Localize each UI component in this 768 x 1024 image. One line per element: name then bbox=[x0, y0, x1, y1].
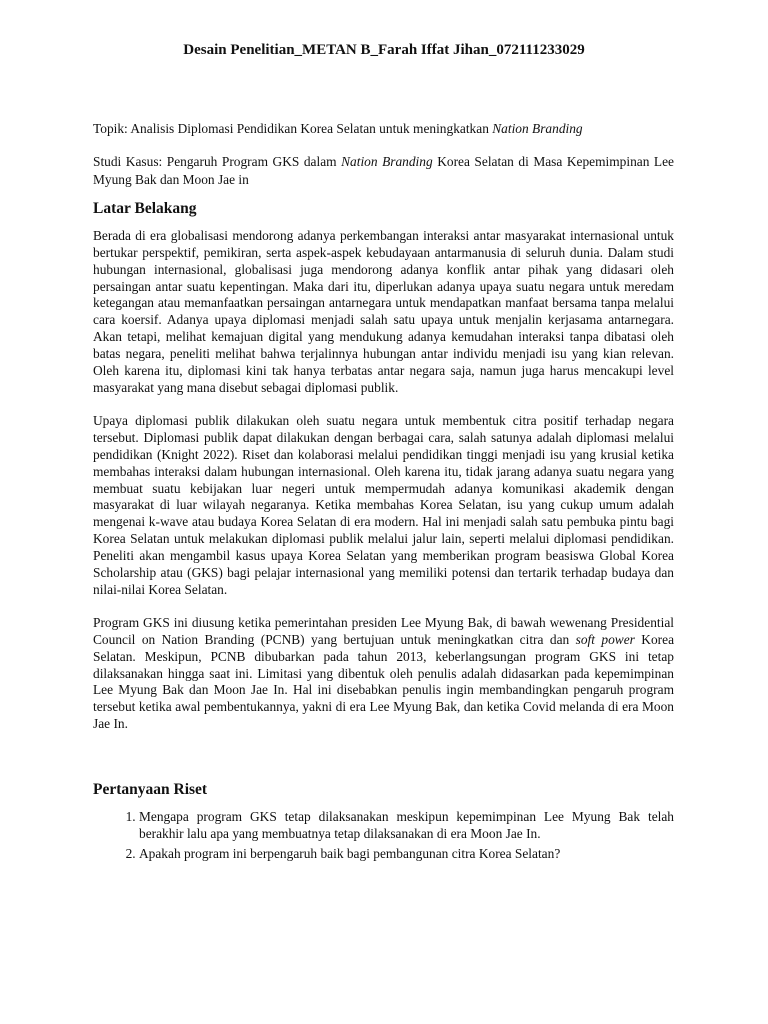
case-study-suffix: Korea Selatan di Masa Kepemimpinan Lee Myung Bak dan Moon Jae in bbox=[93, 153, 674, 187]
section-heading-research-questions: Pertanyaan Riset bbox=[93, 781, 208, 799]
section-heading-background: Latar Belakang bbox=[93, 199, 197, 217]
document-body bbox=[93, 121, 674, 866]
list-item: 1. Mengapa program GKS tetap dilaksanakan meskipun kepemimpinan Lee Myung Bak telah berakhir lalu apa yang membuatnya tetap dilaksanakan di era Moon Jae In. bbox=[139, 809, 674, 843]
case-study-line bbox=[93, 153, 674, 189]
paragraph-3-italic: soft power bbox=[575, 631, 635, 647]
list-item: 2. Apakah program ini berpengaruh baik bagi pembangunan citra Korea Selatan? bbox=[139, 846, 674, 863]
case-study-text: Studi Kasus: Pengaruh Program GKS dalam bbox=[93, 153, 342, 169]
topic-line bbox=[93, 121, 674, 138]
spacer bbox=[93, 749, 674, 782]
document-title: Desain Penelitian_METAN B_Farah Iffat Jihan_072111233029 bbox=[183, 42, 585, 58]
topic-italic: Nation Branding bbox=[492, 121, 583, 136]
paragraph-1: Berada di era globalisasi mendorong adanya perkembangan interaksi antar masyarakat internasional untuk bertukar perspektif, pemikiran, serta aspek-aspek kebudayaan antarmanusia di seluruh dunia. Dalam studi hubungan internasional, globalisasi juga mendorong adanya konflik antar pihak yang didasari oleh persaingan antar suatu kepentingan. Maka dari itu, diperlukan adanya upaya suatu negara untuk meredam ketegangan atau memanfaatkan persaingan antarnegara untuk mendapatkan manfaat bersama tanpa melalui cara koersif. Adanya upaya diplomasi menjadi salah satu upaya untuk menjalin kerjasama antarnegara. Akan tetapi, melihat kemajuan digital yang mendukung adanya kemudahan interaksi tanpa dibatasi oleh batas negara, peneliti melihat bahwa terjalinnya hubungan antar individu menjadi isu yang kian relevan. Oleh karena itu, diplomasi kini tak hanya terbatas antar negara saja, namun juga harus mencakupi level masyarakat yang mana disebut sebagai diplomasi publik. bbox=[93, 227, 674, 395]
case-study-italic: Nation Branding bbox=[341, 153, 433, 169]
research-question-list bbox=[93, 809, 674, 863]
paragraph-3-text: Program GKS ini diusung ketika pemerintahan presiden Lee Myung Bak, di bawah wewenang Presidential Council on Nation Branding (PCNB) yang bertujuan untuk meningkatkan citra dan bbox=[93, 614, 674, 647]
paragraph-2: Upaya diplomasi publik dilakukan oleh suatu negara untuk membentuk citra positif terhadap negara tersebut. Diplomasi publik dapat dilakukan dengan berbagai cara, salah satunya adalah diplomasi melalui pendidikan (Knight 2022). Riset dan kolaborasi melalui pendidikan tinggi menjadi isu yang krusial ketika membahas interaksi dalam hubungan internasional. Oleh karena itu, tidak jarang adanya suatu negara yang membuat suatu kebijakan luar negeri untuk mempermudah adanya komunikasi akademik dengan masyarakat di luar wilayah negaranya. Ketika membahas Korea Selatan, isu yang cukup umum adalah mengenai k-wave atau budaya Korea Selatan di era modern. Hal ini menjadi salah satu pembuka pintu bagi Korea Selatan untuk melakukan diplomasi publik melalui jalur lain, seperti melalui diplomasi pendidikan. Peneliti akan mengambil kasus upaya Korea Selatan yang memberikan program beasiswa Global Korea Scholarship atau (GKS) bagi pelajar internasional yang memiliki potensi dan tertarik terhadap budaya dan nilai-nilai Korea Selatan. bbox=[93, 412, 674, 597]
paragraph-3-suffix: Korea Selatan. Meskipun, PCNB dibubarkan pada tahun 2013, keberlangsungan program GKS ini tetap dilaksanakan hingga saat ini. Limitasi yang dibentuk oleh penulis adalah didasarkan pada kepemimpinan Lee Myung Bak dan Moon Jae In. Hal ini disebabkan penulis ingin membandingkan pengaruh program tersebut ketika awal pembentukannya, yakni di era Lee Myung Bak, dan ketika Covid melanda di era Moon Jae In. bbox=[93, 631, 675, 732]
paragraph-3 bbox=[93, 615, 674, 733]
topic-text: Topik: Analisis Diplomasi Pendidikan Korea Selatan untuk meningkatkan bbox=[93, 121, 493, 136]
